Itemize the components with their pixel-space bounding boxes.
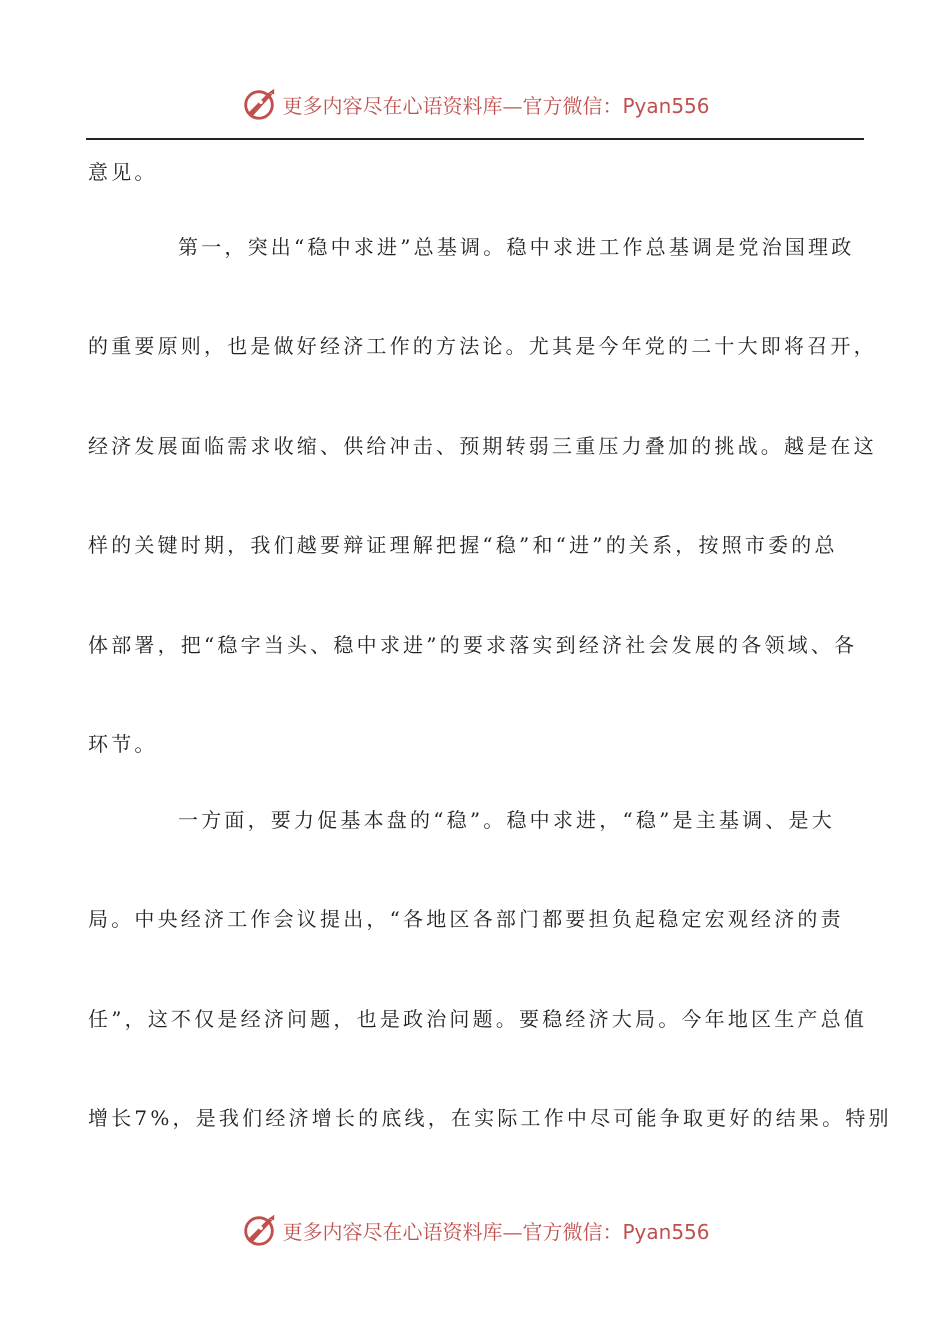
body-line: 增长7%，是我们经济增长的底线，在实际工作中尽可能争取更好的结果。特别 [88,1106,892,1130]
pen-nib-circle-icon [240,85,278,123]
body-line: 一方面，要力促基本盘的“稳”。稳中求进，“稳”是主基调、是大 [178,808,835,832]
pen-nib-circle-icon [240,1211,278,1249]
header-wechat-id: Pyan556 [622,93,710,118]
body-line: 样的关键时期，我们越要辩证理解把握“稳”和“进”的关系，按照市委的总 [88,533,838,557]
body-line: 任”，这不仅是经济问题，也是政治问题。要稳经济大局。今年地区生产总值 [88,1007,868,1031]
body-line: 局。中央经济工作会议提出，“各地区各部门都要担负起稳定宏观经济的责 [88,907,844,931]
body-line: 意见。 [88,160,158,184]
footer-banner [0,1210,950,1250]
body-line: 的重要原则，也是做好经济工作的方法论。尤其是今年党的二十大即将召开， [88,334,877,358]
header-banner [0,84,950,124]
footer-wechat-id: Pyan556 [622,1219,710,1244]
body-line: 第一，突出“稳中求进”总基调。稳中求进工作总基调是党治国理政 [178,235,855,259]
header-banner-text: 更多内容尽在心语资料库—官方微信：Pyan556 [282,93,710,118]
footer-banner-text: 更多内容尽在心语资料库—官方微信：Pyan556 [282,1219,710,1244]
body-line: 环节。 [88,732,158,756]
body-line: 经济发展面临需求收缩、供给冲击、预期转弱三重压力叠加的挑战。越是在这 [88,434,877,458]
header-divider [86,138,864,140]
body-line: 体部署，把“稳字当头、稳中求进”的要求落实到经济社会发展的各领域、各 [88,633,858,657]
